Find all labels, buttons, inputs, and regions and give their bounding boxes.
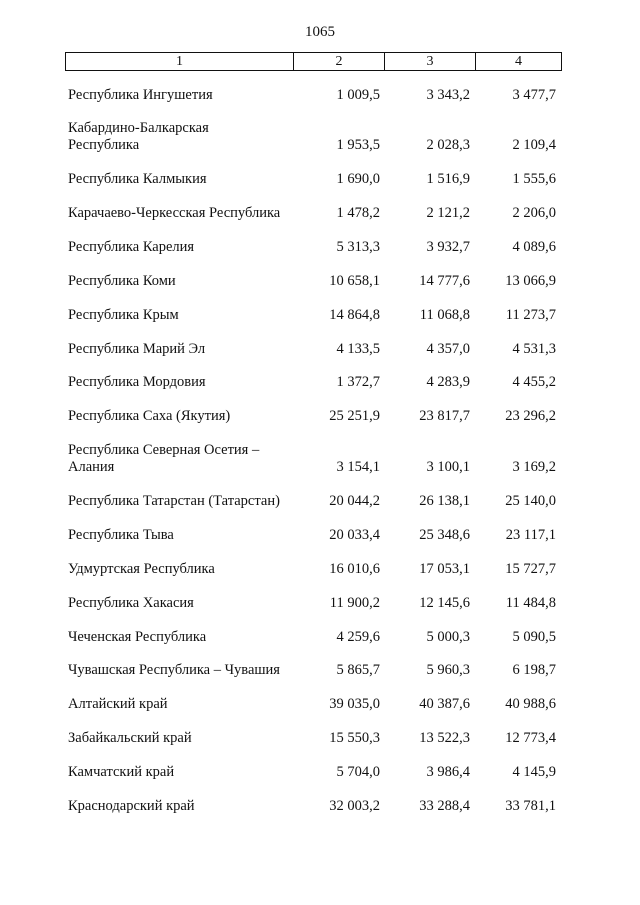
value-column-2: 4 259,6 xyxy=(336,629,380,645)
region-name-line: Республика Ингушетия xyxy=(68,87,213,103)
column-header-1: 1 xyxy=(66,53,294,71)
value-column-3: 4 357,0 xyxy=(426,341,470,357)
region-name-line: Республика Карелия xyxy=(68,239,195,255)
table-row xyxy=(0,730,640,750)
column-header-2: 2 xyxy=(294,53,385,71)
value-column-2: 20 033,4 xyxy=(329,527,380,543)
region-name xyxy=(68,341,205,358)
value-column-3: 14 777,6 xyxy=(419,273,470,289)
table-row xyxy=(0,696,640,716)
value-column-3: 3 986,4 xyxy=(426,764,470,780)
region-name-line: Республика Марий Эл xyxy=(68,341,206,357)
region-name xyxy=(68,493,280,510)
table-row xyxy=(0,171,640,191)
value-column-3: 4 283,9 xyxy=(426,374,470,390)
value-column-3: 3 932,7 xyxy=(426,239,470,255)
region-name xyxy=(68,374,206,391)
region-name xyxy=(68,273,176,290)
region-name xyxy=(68,629,206,646)
value-column-2: 15 550,3 xyxy=(329,730,380,746)
value-column-4: 15 727,7 xyxy=(505,561,556,577)
value-column-4: 2 109,4 xyxy=(512,137,556,153)
value-column-3: 40 387,6 xyxy=(419,696,470,712)
table-row xyxy=(0,798,640,818)
value-column-4: 13 066,9 xyxy=(505,273,556,289)
value-column-4: 5 090,5 xyxy=(512,629,556,645)
value-column-4: 3 169,2 xyxy=(512,459,556,475)
value-column-3: 17 053,1 xyxy=(419,561,470,577)
value-column-2: 16 010,6 xyxy=(329,561,380,577)
region-name xyxy=(68,696,168,713)
table-row xyxy=(0,595,640,615)
table-row xyxy=(0,87,640,107)
value-column-4: 23 117,1 xyxy=(505,527,556,543)
value-column-2: 4 133,5 xyxy=(336,341,380,357)
region-name xyxy=(68,171,207,188)
value-column-2: 1 953,5 xyxy=(336,137,380,153)
region-name-line: Республика Северная Осетия – xyxy=(68,442,260,458)
value-column-4: 4 145,9 xyxy=(512,764,556,780)
value-column-2: 5 865,7 xyxy=(336,662,380,678)
region-name xyxy=(68,730,192,747)
value-column-3: 2 121,2 xyxy=(426,205,470,221)
region-name xyxy=(68,87,213,104)
value-column-4: 40 988,6 xyxy=(505,696,556,712)
table-row xyxy=(0,561,640,581)
value-column-4: 12 773,4 xyxy=(505,730,556,746)
table-row xyxy=(0,307,640,327)
region-name xyxy=(68,307,179,324)
value-column-3: 5 960,3 xyxy=(426,662,470,678)
value-column-3: 1 516,9 xyxy=(426,171,470,187)
value-column-4: 33 781,1 xyxy=(505,798,556,814)
value-column-3: 23 817,7 xyxy=(419,408,470,424)
value-column-2: 5 313,3 xyxy=(336,239,380,255)
column-header-4: 4 xyxy=(476,53,562,71)
table-row xyxy=(0,764,640,784)
value-column-3: 5 000,3 xyxy=(426,629,470,645)
value-column-4: 4 089,6 xyxy=(512,239,556,255)
page-number: 1065 xyxy=(305,24,335,40)
region-name xyxy=(68,527,174,544)
value-column-2: 20 044,2 xyxy=(329,493,380,509)
region-name-line: Чеченская Республика xyxy=(68,629,207,645)
region-name xyxy=(68,408,230,425)
value-column-4: 4 531,3 xyxy=(512,341,556,357)
value-column-2: 3 154,1 xyxy=(336,459,380,475)
value-column-4: 3 477,7 xyxy=(512,87,556,103)
region-name-line: Республика Крым xyxy=(68,307,179,323)
table-row xyxy=(0,442,640,475)
region-name xyxy=(68,239,194,256)
region-name-line: Алтайский край xyxy=(68,696,168,712)
region-name-line: Карачаево-Черкесская Республика xyxy=(68,205,281,221)
region-name-line: Удмуртская Республика xyxy=(68,561,215,577)
column-header-table xyxy=(65,52,562,71)
region-name-line: Республика Мордовия xyxy=(68,374,206,390)
value-column-2: 1 690,0 xyxy=(336,171,380,187)
value-column-3: 2 028,3 xyxy=(426,137,470,153)
value-column-3: 11 068,8 xyxy=(419,307,470,323)
value-column-3: 12 145,6 xyxy=(419,595,470,611)
region-name xyxy=(68,120,209,154)
table-row xyxy=(0,408,640,428)
region-name xyxy=(68,442,259,476)
value-column-2: 11 900,2 xyxy=(329,595,380,611)
region-name-line: Забайкальский край xyxy=(68,730,192,746)
table-row xyxy=(0,120,640,153)
value-column-3: 3 343,2 xyxy=(426,87,470,103)
table-row xyxy=(0,493,640,513)
value-column-3: 13 522,3 xyxy=(419,730,470,746)
value-column-3: 26 138,1 xyxy=(419,493,470,509)
value-column-2: 14 864,8 xyxy=(329,307,380,323)
region-name-line: Республика Коми xyxy=(68,273,176,289)
region-name xyxy=(68,205,280,222)
table-row xyxy=(0,273,640,293)
region-name xyxy=(68,561,215,578)
value-column-2: 5 704,0 xyxy=(336,764,380,780)
table-row xyxy=(0,374,640,394)
region-name-line: Республика Татарстан (Татарстан) xyxy=(68,493,280,509)
table-row xyxy=(0,205,640,225)
table-row xyxy=(0,341,640,361)
region-name-line: Республика Калмыкия xyxy=(68,171,207,187)
region-name-line: Камчатский край xyxy=(68,764,175,780)
value-column-2: 10 658,1 xyxy=(329,273,380,289)
value-column-2: 39 035,0 xyxy=(329,696,380,712)
region-name xyxy=(68,798,195,815)
value-column-4: 11 273,7 xyxy=(505,307,556,323)
value-column-4: 4 455,2 xyxy=(512,374,556,390)
region-name-line: Кабардино-Балкарская xyxy=(68,120,209,136)
column-header-3: 3 xyxy=(385,53,476,71)
region-name xyxy=(68,662,280,679)
table-row xyxy=(0,662,640,682)
value-column-4: 25 140,0 xyxy=(505,493,556,509)
region-name-line: Краснодарский край xyxy=(68,798,195,814)
value-column-4: 11 484,8 xyxy=(505,595,556,611)
region-name xyxy=(68,595,194,612)
value-column-4: 23 296,2 xyxy=(505,408,556,424)
value-column-2: 1 478,2 xyxy=(336,205,380,221)
value-column-3: 33 288,4 xyxy=(419,798,470,814)
value-column-4: 6 198,7 xyxy=(512,662,556,678)
value-column-4: 2 206,0 xyxy=(512,205,556,221)
value-column-2: 1 372,7 xyxy=(336,374,380,390)
value-column-4: 1 555,6 xyxy=(512,171,556,187)
value-column-3: 3 100,1 xyxy=(426,459,470,475)
value-column-2: 25 251,9 xyxy=(329,408,380,424)
table-row xyxy=(0,629,640,649)
region-name-line: Чувашская Республика – Чувашия xyxy=(68,662,280,678)
region-name-line: Алания xyxy=(68,459,115,475)
region-name-line: Республика Саха (Якутия) xyxy=(68,408,231,424)
table-row xyxy=(0,527,640,547)
region-name-line: Республика xyxy=(68,137,140,153)
region-name xyxy=(68,764,174,781)
value-column-2: 1 009,5 xyxy=(336,87,380,103)
region-name-line: Республика Хакасия xyxy=(68,595,194,611)
value-column-3: 25 348,6 xyxy=(419,527,470,543)
value-column-2: 32 003,2 xyxy=(329,798,380,814)
table-row xyxy=(0,239,640,259)
region-name-line: Республика Тыва xyxy=(68,527,174,543)
